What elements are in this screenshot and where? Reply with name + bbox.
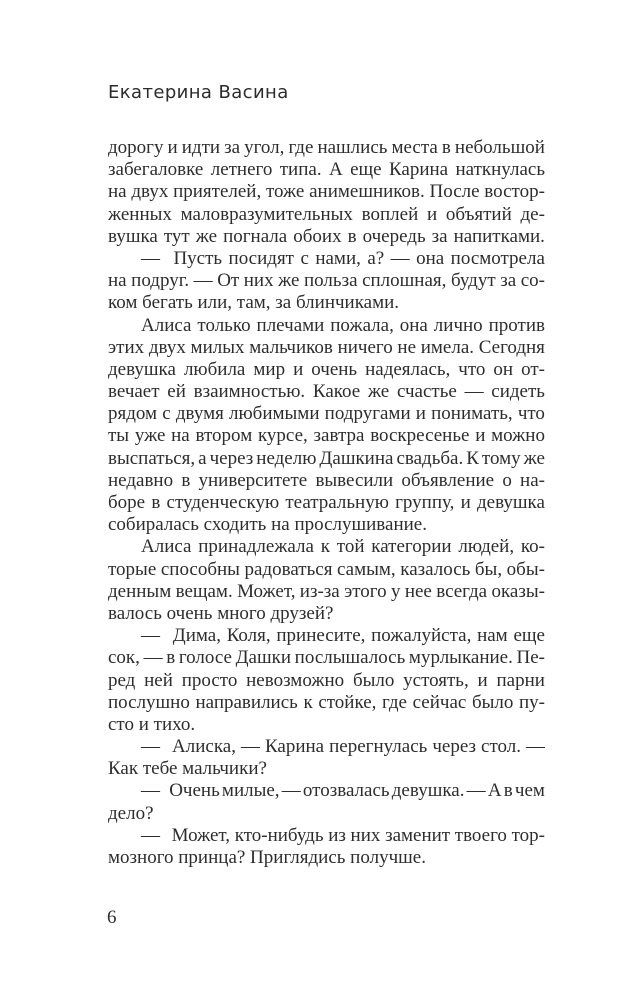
paragraph — [108, 780, 545, 824]
paragraph — [108, 825, 545, 869]
paragraph — [108, 736, 545, 780]
text-line: вечает ей взаимностью. Какое же счастье — сидеть — [108, 381, 545, 403]
text-line: ты уже на втором курсе, завтра воскресенье и можно — [108, 425, 545, 447]
text-line: мозного принца? Приглядись получше. — [108, 847, 426, 868]
text-line: послушно направились к стойке, где сейчас было пу- — [108, 691, 545, 713]
paragraph — [108, 536, 545, 625]
text-line: сто и тихо. — [108, 713, 196, 735]
text-line: — Очень милые, — отозвалась девушка. — А в чем — [141, 780, 545, 802]
text-line: женных маловразумительных воплей и объятий де- — [108, 203, 545, 225]
text-line: боре в студенческую театральную группу, и девушка — [108, 492, 545, 513]
text-line: выспаться, а через неделю Дашкина свадьба. К тому же — [108, 447, 545, 469]
text-line: на двух приятелей, тоже анимешников. После востор- — [108, 181, 545, 203]
text-line: девушка любила мир и очень надеялась, что он от- — [108, 358, 545, 380]
running-header-author: Екатерина Васина — [108, 82, 289, 103]
text-line: собиралась сходить на прослушивание. — [108, 514, 427, 536]
text-line: забегаловке летнего типа. А еще Карина наткнулась — [108, 159, 545, 181]
text-line: сок, — в голосе Дашки послышалось мурлыкание. Пе- — [108, 647, 545, 669]
text-line: Алиса только плечами пожала, она лично против — [141, 314, 545, 336]
text-line: дело? — [108, 802, 154, 824]
text-line: — Дима, Коля, принесите, пожалуйста, нам еще — [141, 625, 545, 647]
text-line: — Может, кто-нибудь из них заменит твоего тор- — [141, 824, 545, 846]
text-line: на подруг. — От них же польза сплошная, будут за со- — [108, 270, 545, 292]
text-line: ред ней просто невозможно было устоять, и парни — [108, 669, 545, 691]
text-line: этих двух милых мальчиков ничего не имела. Сегодня — [108, 336, 545, 358]
text-line: дорогу и идти за угол, где нашлись места в небольшой — [108, 137, 545, 158]
text-line: ком бегать или, там, за блинчиками. — [108, 292, 400, 314]
text-line: вушка тут же погнала обоих в очередь за напитками. — [108, 225, 545, 247]
text-block — [108, 137, 545, 869]
text-line: — Пусть посидят с нами, а? — она посмотрела — [141, 247, 545, 269]
text-line: рядом с двумя любимыми подругами и понимать, что — [108, 403, 545, 425]
paragraph — [108, 625, 545, 736]
text-line: денным вещам. Может, из-за этого у нее всегда оказы- — [108, 580, 545, 602]
text-line: Алиса принадлежала к той категории людей, ко- — [141, 536, 545, 558]
text-line: недавно в университете вывесили объявление о на- — [108, 469, 545, 491]
paragraph — [108, 248, 545, 315]
text-line: валось очень много друзей? — [108, 602, 334, 624]
text-line: Как тебе мальчики? — [108, 758, 267, 780]
paragraph — [108, 137, 545, 248]
paragraph — [108, 315, 545, 537]
text-line: торые способны радоваться самым, казалось бы, обы- — [108, 558, 545, 580]
text-line: — Алиска, — Карина перегнулась через стол. — — [141, 736, 545, 758]
page-number: 6 — [107, 907, 117, 928]
